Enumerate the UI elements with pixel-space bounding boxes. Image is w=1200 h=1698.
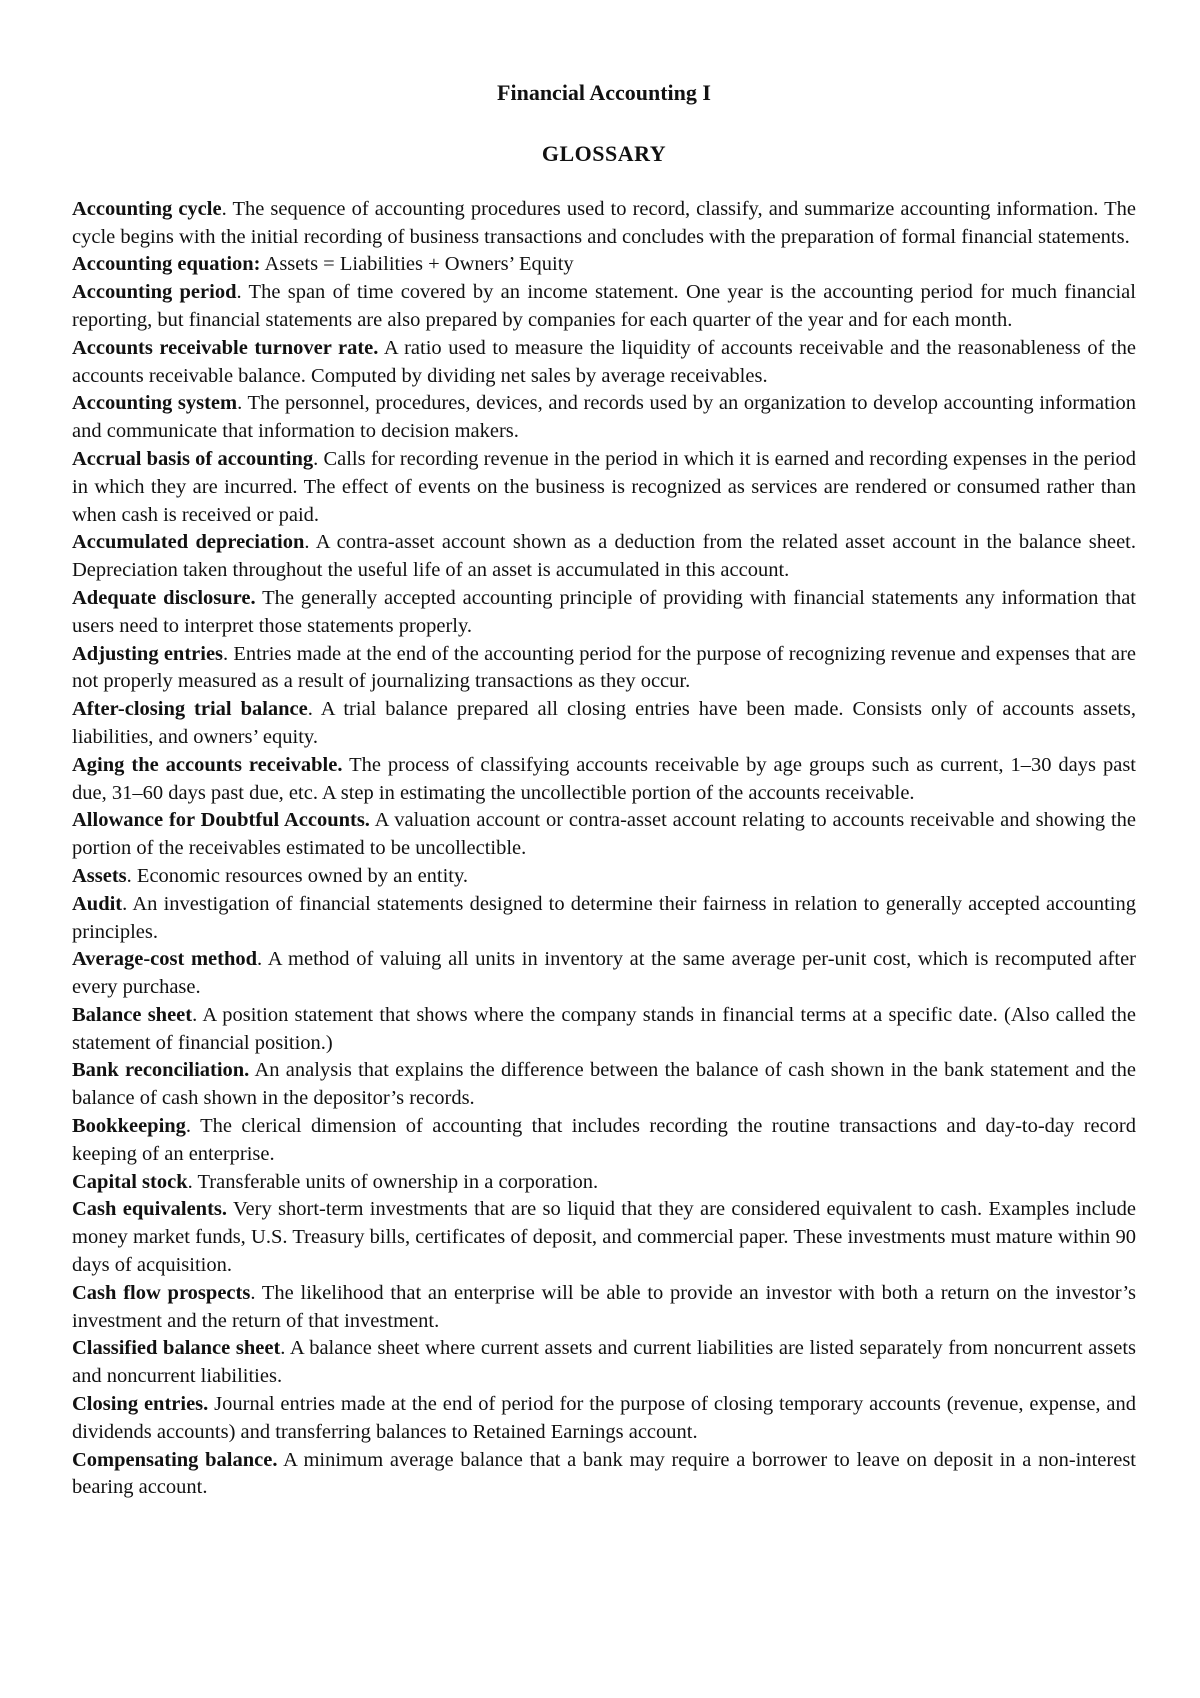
term-separator: .: [126, 864, 137, 887]
glossary-entry: [72, 1280, 1136, 1336]
term-separator: .: [237, 392, 248, 415]
glossary-entry: [72, 529, 1136, 585]
term-separator: .: [307, 698, 321, 721]
term-separator: .: [257, 948, 268, 971]
glossary-term: Aging the accounts receivable.: [72, 753, 343, 776]
glossary-definition: The sequence of accounting procedures used to record, classify, and summarize accounting information. The cycle begins with the initial recording of business transactions and concludes with the preparation of formal financial statements.: [72, 197, 1136, 248]
glossary-entry: [72, 863, 1136, 891]
glossary-entry: [72, 1196, 1136, 1279]
glossary-entry: [72, 1391, 1136, 1447]
glossary-entry: [72, 1447, 1136, 1503]
glossary-entry: [72, 891, 1136, 947]
glossary-entry: [72, 1113, 1136, 1169]
glossary-definition: A ratio used to measure the liquidity of accounts receivable and the reasonableness of the accounts receivable balance. Computed by dividing net sales by average receivables.: [72, 336, 1137, 387]
term-separator: .: [250, 1281, 262, 1304]
glossary-definition: Entries made at the end of the accounting period for the purpose of recognizing revenue and expenses that are not properly measured as a result of journalizing transactions as they occur.: [72, 642, 1136, 693]
glossary-definition: The process of classifying accounts receivable by age groups such as current, 1–30 days past due, 31–60 days past due, etc. A step in estimating the uncollectible portion of the accounts receivable.: [72, 753, 1136, 804]
glossary-definition: A position statement that shows where the company stands in financial terms at a specific date. (Also called the statement of financial position.): [72, 1003, 1136, 1054]
glossary-term: Bank reconciliation.: [72, 1059, 250, 1082]
glossary-term: Cash equivalents.: [72, 1198, 228, 1221]
glossary-definition: An investigation of financial statements designed to determine their fairness in relation to generally accepted accounting principles.: [72, 892, 1136, 943]
glossary-entry: [72, 946, 1136, 1002]
glossary-list: [72, 196, 1136, 1502]
glossary-term: After-closing trial balance: [72, 698, 308, 721]
document-page: [72, 70, 1136, 1502]
glossary-definition: A contra-asset account shown as a deduction from the related asset account in the balance sheet. Depreciation taken throughout the useful life of an asset is accumulated in this account.: [72, 531, 1137, 582]
glossary-entry: [72, 1169, 1136, 1197]
term-separator: .: [122, 892, 133, 915]
glossary-definition: Calls for recording revenue in the period in which it is earned and recording expenses in the period in which they are incurred. The effect of events on the business is recognized as services are rendered or consumed rather than when cash is received or paid.: [72, 447, 1137, 526]
glossary-term: Audit: [72, 892, 123, 915]
glossary-definition: The generally accepted accounting principle of providing with financial statements any information that users need to interpret those statements properly.: [72, 586, 1136, 637]
glossary-entry: [72, 279, 1136, 335]
term-separator: .: [313, 447, 324, 470]
glossary-term: Classified balance sheet: [72, 1337, 281, 1360]
glossary-term: Accumulated depreciation: [72, 531, 305, 554]
term-separator: .: [304, 531, 316, 554]
glossary-term: Adjusting entries: [72, 642, 224, 665]
term-separator: .: [185, 1115, 201, 1138]
glossary-definition: Transferable units of ownership in a corporation.: [197, 1170, 599, 1193]
glossary-definition: Journal entries made at the end of period for the purpose of closing temporary accounts (revenue, expense, and dividends accounts) and transferring balances to Retained Earnings account.: [72, 1393, 1137, 1443]
glossary-definition: The likelihood that an enterprise will be able to provide an investor with both a return on the investor’s investment and the return of that investment.: [72, 1281, 1136, 1332]
glossary-definition: The personnel, procedures, devices, and records used by an organization to develop accounting information and communicate that information to decision makers.: [72, 392, 1136, 443]
glossary-entry: [72, 641, 1136, 697]
glossary-entry: [72, 390, 1136, 446]
glossary-term: Balance sheet: [72, 1003, 193, 1026]
glossary-term: Allowance for Doubtful Accounts.: [72, 809, 370, 832]
glossary-term: Average-cost method: [72, 948, 258, 971]
glossary-entry: [72, 251, 1136, 279]
glossary-term: Accounting equation:: [72, 253, 261, 276]
glossary-term: Capital stock: [72, 1170, 188, 1193]
glossary-term: Accounts receivable turnover rate.: [72, 336, 379, 359]
glossary-entry: [72, 1335, 1136, 1391]
glossary-entry: [72, 1002, 1136, 1058]
document-title: Financial Accounting I: [497, 80, 711, 105]
glossary-term: Adequate disclosure.: [72, 586, 256, 609]
term-separator: .: [187, 1170, 198, 1193]
glossary-definition: An analysis that explains the difference between the balance of cash shown in the bank statement and the balance of cash shown in the depositor’s records.: [72, 1059, 1137, 1110]
glossary-term: Cash flow prospects: [72, 1281, 251, 1304]
glossary-definition: A balance sheet where current assets and current liabilities are listed separately from noncurrent assets and noncurrent liabilities.: [72, 1337, 1136, 1388]
glossary-term: Assets: [72, 864, 127, 887]
glossary-entry: [72, 585, 1136, 641]
glossary-definition: A trial balance prepared all closing entries have been made. Consists only of accounts assets, liabilities, and owners’ equity.: [72, 698, 1136, 748]
glossary-definition: Assets = Liabilities + Owners’ Equity: [264, 253, 574, 276]
term-separator: .: [221, 197, 233, 220]
glossary-entry: [72, 696, 1136, 752]
glossary-term: Accounting system: [72, 392, 238, 415]
term-separator: .: [192, 1003, 203, 1026]
glossary-entry: [72, 335, 1136, 391]
glossary-entry: [72, 752, 1136, 808]
glossary-entry: [72, 446, 1136, 529]
glossary-definition: The clerical dimension of accounting that includes recording the routine transactions and day-to-day record keeping of an enterprise.: [72, 1115, 1136, 1165]
glossary-entry: [72, 1057, 1136, 1113]
glossary-term: Accrual basis of accounting: [72, 447, 314, 470]
term-separator: .: [280, 1337, 290, 1360]
glossary-definition: Economic resources owned by an entity.: [136, 864, 469, 887]
glossary-term: Accounting period: [72, 281, 237, 304]
glossary-definition: The span of time covered by an income statement. One year is the accounting period for much financial reporting, but financial statements are also prepared by companies for each quarter of the year and for each month.: [72, 281, 1136, 331]
term-separator: .: [236, 281, 249, 304]
glossary-definition: Very short-term investments that are so liquid that they are considered equivalent to cash. Examples include money market funds, U.S. Treasury bills, certificates of deposit, and commercial paper. These investments must mature within 90 days of acquisition.: [72, 1198, 1137, 1277]
glossary-term: Compensating balance.: [72, 1448, 278, 1471]
glossary-term: Closing entries.: [72, 1393, 209, 1416]
glossary-entry: [72, 196, 1136, 252]
glossary-heading: GLOSSARY: [541, 141, 667, 167]
glossary-entry: [72, 807, 1136, 863]
glossary-term: Accounting cycle: [72, 197, 222, 220]
glossary-definition: A valuation account or contra-asset account relating to accounts receivable and showing the portion of the receivables estimated to be uncollectible.: [72, 809, 1136, 860]
glossary-definition: A method of valuing all units in inventory at the same average per-unit cost, which is recomputed after every purchase.: [72, 948, 1136, 999]
glossary-definition: A minimum average balance that a bank may require a borrower to leave on deposit in a non-interest bearing account.: [72, 1448, 1136, 1499]
glossary-term: Bookkeeping: [72, 1115, 186, 1138]
term-separator: .: [223, 642, 234, 665]
